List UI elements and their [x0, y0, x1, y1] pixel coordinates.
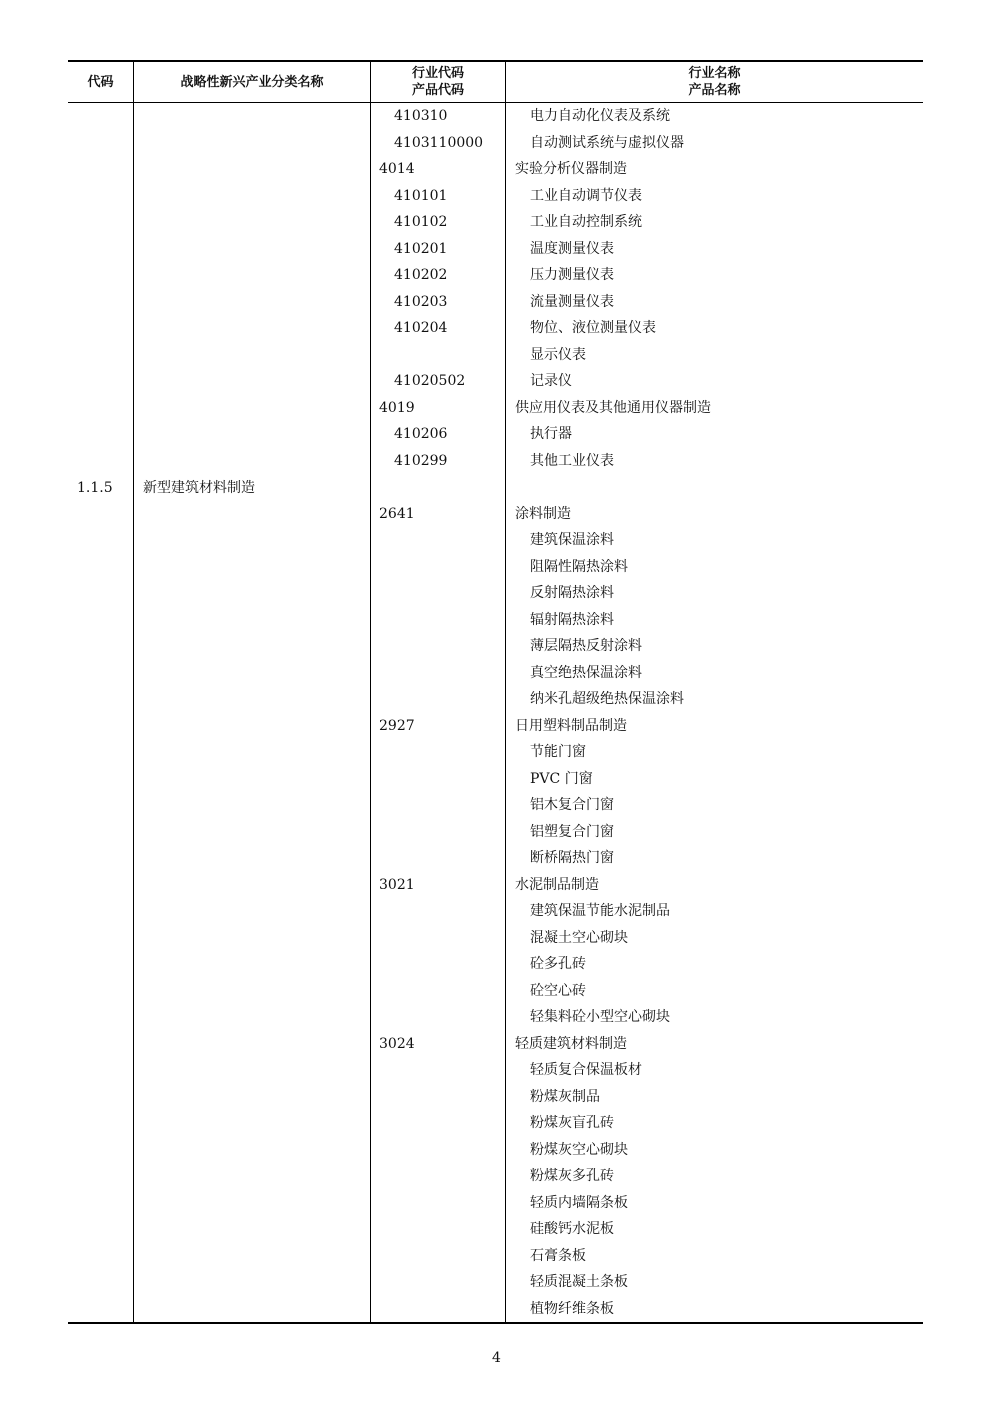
- section-code: 1.1.5: [77, 480, 113, 496]
- row-name: 铝塑复合门窗: [530, 823, 614, 840]
- row-name: 实验分析仪器制造: [515, 161, 627, 177]
- row-name: 纳米孔超级绝热保温涂料: [530, 691, 684, 707]
- row-name: 涂料制造: [515, 505, 571, 522]
- row-name: 电力自动化仪表及系统: [530, 108, 670, 124]
- row-name: 断桥隔热门窗: [530, 850, 614, 866]
- section-name: 新型建筑材料制造: [143, 480, 255, 496]
- row-name: 粉煤灰制品: [530, 1088, 600, 1105]
- row-name: 流量测量仪表: [530, 293, 614, 310]
- table-bottom-rule: [68, 1322, 923, 1324]
- row-code: 410204: [394, 320, 448, 336]
- row-name: PVC 门窗: [530, 770, 593, 787]
- row-name: 石膏条板: [530, 1247, 586, 1264]
- row-code: 410201: [394, 240, 448, 257]
- row-name: 粉煤灰盲孔砖: [530, 1115, 614, 1131]
- row-code: 4014: [379, 161, 415, 177]
- row-code: 410202: [394, 267, 448, 283]
- row-name: 混凝土空心砌块: [530, 929, 628, 946]
- row-code: 410203: [394, 293, 448, 310]
- row-name: 硅酸钙水泥板: [530, 1221, 614, 1237]
- header-industry-product-name: [506, 62, 923, 102]
- column-divider: [370, 61, 371, 1323]
- row-code: 410299: [394, 452, 448, 469]
- row-code: 41020502: [394, 373, 466, 389]
- row-code: 4019: [379, 399, 415, 416]
- row-name: 轻质混凝土条板: [530, 1274, 628, 1290]
- row-name: 薄层隔热反射涂料: [530, 638, 642, 654]
- row-name: 显示仪表: [530, 346, 586, 363]
- row-name: 压力测量仪表: [530, 267, 614, 283]
- row-name: 轻集料砼小型空心砌块: [530, 1009, 670, 1025]
- row-name: 铝木复合门窗: [530, 797, 614, 813]
- row-code: 410310: [394, 108, 448, 124]
- row-name: 砼多孔砖: [530, 956, 586, 972]
- row-name: 轻质复合保温板材: [530, 1062, 642, 1078]
- row-code: 2641: [379, 505, 415, 522]
- row-name: 记录仪: [530, 373, 572, 389]
- header-category: [134, 62, 370, 102]
- column-divider: [133, 61, 134, 1323]
- header-code-label: 代码: [87, 74, 114, 90]
- row-name: 阻隔性隔热涂料: [530, 558, 628, 575]
- row-name: 物位、液位测量仪表: [530, 320, 656, 336]
- row-name: 辐射隔热涂料: [530, 611, 614, 628]
- row-code: 2927: [379, 717, 415, 734]
- header-product-code-label: 产品代码: [411, 83, 464, 98]
- header-product-name-label: 产品名称: [688, 83, 741, 98]
- header-industry-code-label: 行业代码: [411, 66, 464, 81]
- row-name: 水泥制品制造: [515, 876, 599, 893]
- row-name: 粉煤灰多孔砖: [530, 1168, 614, 1184]
- row-code: 410101: [394, 187, 448, 204]
- row-name: 粉煤灰空心砌块: [530, 1141, 628, 1158]
- row-name: 反射隔热涂料: [530, 585, 614, 601]
- row-name: 建筑保温涂料: [530, 532, 614, 548]
- row-name: 节能门窗: [530, 744, 586, 760]
- header-industry-product-code: [371, 62, 505, 102]
- row-code: 3024: [379, 1035, 415, 1052]
- row-name: 其他工业仪表: [530, 452, 614, 469]
- row-name: 轻质内墙隔条板: [530, 1194, 628, 1211]
- row-name: 砼空心砖: [530, 982, 586, 999]
- row-name: 工业自动控制系统: [530, 214, 642, 230]
- row-name: 执行器: [530, 426, 572, 442]
- row-code: 410102: [394, 214, 448, 230]
- header-category-label: 战略性新兴产业分类名称: [180, 74, 324, 90]
- row-name: 工业自动调节仪表: [530, 187, 642, 204]
- row-name: 建筑保温节能水泥制品: [530, 903, 670, 919]
- column-divider: [505, 61, 506, 1323]
- header-industry-name-label: 行业名称: [688, 66, 741, 81]
- row-name: 温度测量仪表: [530, 240, 614, 257]
- row-name: 供应用仪表及其他通用仪器制造: [515, 399, 711, 416]
- row-name: 植物纤维条板: [530, 1300, 614, 1317]
- row-code: 410206: [394, 426, 448, 442]
- header-bottom-rule: [68, 102, 923, 103]
- page-number: 4: [492, 1350, 501, 1366]
- row-name: 真空绝热保温涂料: [530, 664, 642, 681]
- row-name: 日用塑料制品制造: [515, 717, 627, 734]
- row-name: 轻质建筑材料制造: [515, 1035, 627, 1052]
- header-code: [68, 62, 133, 102]
- row-code: 4103110000: [394, 134, 484, 151]
- row-code: 3021: [379, 876, 415, 893]
- classification-table: [68, 60, 923, 1323]
- row-name: 自动测试系统与虚拟仪器: [530, 134, 684, 151]
